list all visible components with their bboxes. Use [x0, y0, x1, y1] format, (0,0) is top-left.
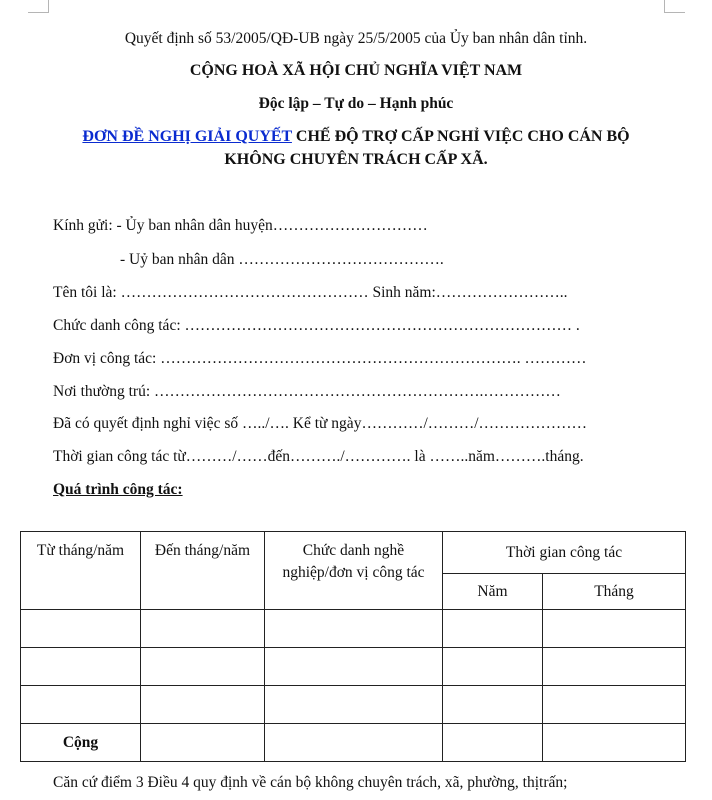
- table-cell: [141, 724, 265, 762]
- table-cell: [265, 648, 443, 686]
- table-cell: [543, 648, 686, 686]
- work-history-table: [20, 531, 686, 762]
- col-header-position: [265, 532, 443, 610]
- col-header-position-line-2: nghiệp/đơn vị công tác: [282, 564, 425, 581]
- table-cell: [543, 686, 686, 724]
- document-title-line-2: KHÔNG CHUYÊN TRÁCH CẤP XÃ.: [224, 151, 488, 168]
- table-cell: [543, 610, 686, 648]
- table-row: [21, 648, 686, 686]
- table-cell: [443, 648, 543, 686]
- total-label: Cộng: [21, 724, 141, 762]
- col-header-work-time: Thời gian công tác: [443, 532, 686, 574]
- work-duration-line: Thời gian công tác từ………/……đến………./…………. là ……..năm……….tháng.: [53, 448, 584, 465]
- document-title-line-1: [0, 128, 712, 146]
- table-cell: [21, 648, 141, 686]
- resignation-decision-line: Đã có quyết định nghỉ việc số …../…. Kể từ ngày…………/………/…………………: [53, 415, 588, 432]
- table-row: [21, 686, 686, 724]
- position-line: Chức danh công tác: ………………………………………………………………… .: [53, 317, 580, 334]
- name-birth-year-line: Tên tôi là: ………………………………………… Sinh năm:……………………..: [53, 284, 568, 301]
- motto: Độc lập – Tự do – Hạnh phúc: [258, 95, 454, 112]
- recipient-district: Kính gửi: - Ủy ban nhân dân huyện…………………………: [53, 217, 428, 234]
- work-history-heading: Quá trình công tác:: [53, 481, 183, 498]
- table-cell: [265, 610, 443, 648]
- nation-heading: CỘNG HOÀ XÃ HỘI CHỦ NGHĨA VIỆT NAM: [189, 62, 523, 79]
- table-cell: [265, 686, 443, 724]
- page-corner-mark-left: [28, 0, 49, 13]
- col-header-to: Đến tháng/năm: [141, 532, 265, 610]
- col-header-month: Tháng: [543, 574, 686, 610]
- title-link[interactable]: ĐƠN ĐỀ NGHỊ GIẢI QUYẾT: [82, 128, 292, 145]
- table-row: [21, 610, 686, 648]
- work-unit-line: Đơn vị công tác: ……………………………………………………………. …………: [53, 350, 587, 367]
- page-corner-mark-right: [664, 0, 685, 13]
- col-header-from: Từ tháng/năm: [21, 532, 141, 610]
- table-total-row: [21, 724, 686, 762]
- table-cell: [443, 724, 543, 762]
- decision-header: Quyết định số 53/2005/QĐ-UB ngày 25/5/2005 của Ủy ban nhân dân tỉnh.: [124, 30, 588, 47]
- title-rest: CHẾ ĐỘ TRỢ CẤP NGHỈ VIỆC CHO CÁN BỘ: [291, 128, 630, 145]
- table-cell: [443, 686, 543, 724]
- table-cell: [21, 610, 141, 648]
- table-cell: [141, 648, 265, 686]
- table-cell: [141, 610, 265, 648]
- residence-line: Nơi thường trú: ……………………………………………………….……………: [53, 383, 561, 400]
- col-header-position-line-1: Chức danh nghề: [302, 542, 405, 559]
- recipient-commune: - Uỷ ban nhân dân ………………………………….: [120, 251, 444, 268]
- table-cell: [543, 724, 686, 762]
- table-cell: [443, 610, 543, 648]
- col-header-year: Năm: [443, 574, 543, 610]
- table-cell: [141, 686, 265, 724]
- legal-basis-line: Căn cứ điểm 3 Điều 4 quy định về cán bộ không chuyên trách, xã, phường, thịtrấn;: [53, 774, 568, 791]
- table-cell: [21, 686, 141, 724]
- table-cell: [265, 724, 443, 762]
